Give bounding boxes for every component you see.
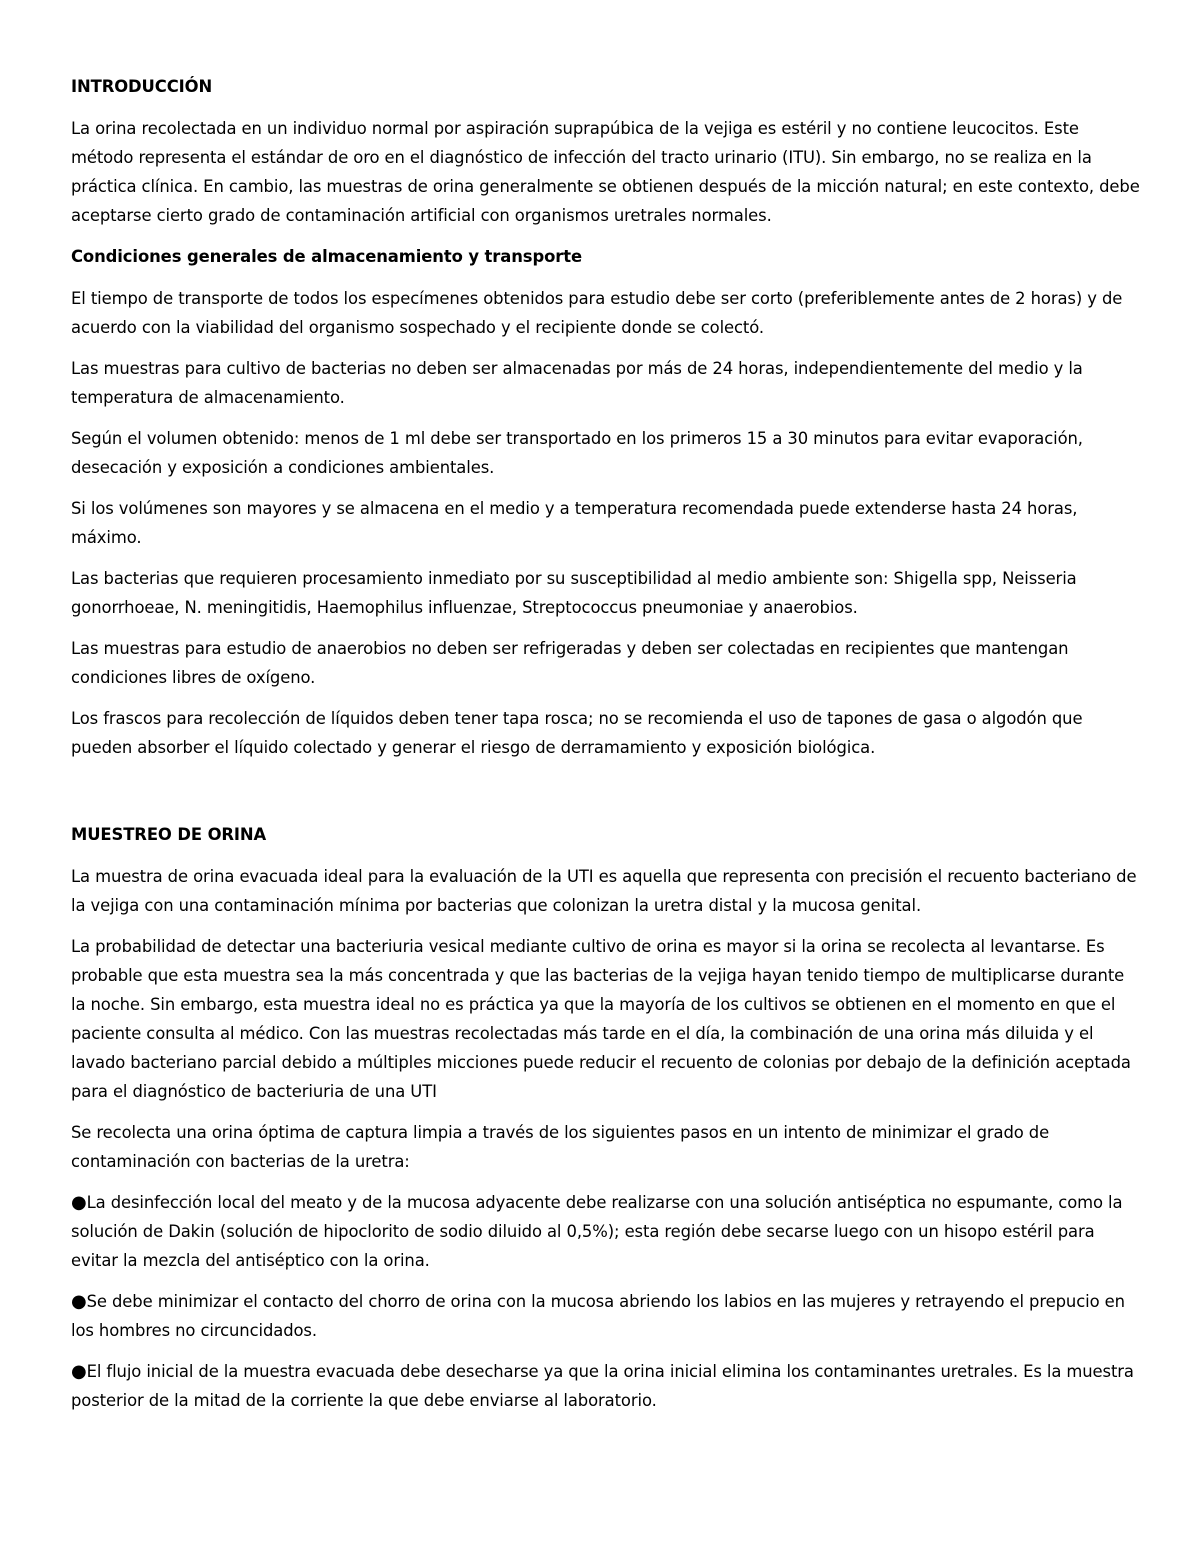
sampling-paragraph-2: La probabilidad de detectar una bacteriuria vesical mediante cultivo de orina es mayor si la orina se recolecta al levantarse. Es probable que esta muestra sea la más concentrada y que las bacterias de la vejiga hayan tenido tiempo de multiplicarse durante la noche. Sin embargo, esta muestra ideal no es práctica ya que la mayoría de los cultivos se obtienen en el momento en que el paciente consulta al médico. Con las muestras recolectadas más tarde en el día, la combinación de una orina más diluida y el lavado bacteriano parcial debido a múltiples micciones puede reducir el recuento de colonias por debajo de la definición aceptada para el diagnóstico de bacteriuria de una UTI (71, 937, 1131, 1101)
document-page (71, 72, 1141, 1427)
storage-paragraph-2: Las muestras para cultivo de bacterias no deben ser almacenadas por más de 24 horas, independientemente del medio y la temperatura de almacenamiento. (71, 359, 1083, 407)
bullet-icon: ● (71, 1192, 87, 1213)
bullet-text: La desinfección local del meato y de la mucosa adyacente debe realizarse con una solución antiséptica no espumante, como la solución de Dakin (solución de hipoclorito de sodio diluido al 0,5%); esta región debe secarse luego con un hisopo estéril para evitar la mezcla del antiséptico con la orina. (71, 1193, 1123, 1270)
storage-paragraph-4: Si los volúmenes son mayores y se almacena en el medio y a temperatura recomendada puede extenderse hasta 24 horas, máximo. (71, 499, 1078, 547)
bullet-item (71, 1188, 1141, 1275)
bullet-icon: ● (71, 1291, 87, 1312)
bullet-item (71, 1357, 1141, 1415)
sampling-heading: MUESTREO DE ORINA (71, 825, 267, 844)
section-spacer (71, 774, 1141, 820)
bullet-text: Se debe minimizar el contacto del chorro de orina con la mucosa abriendo los labios en las mujeres y retrayendo el prepucio en los hombres no circuncidados. (71, 1292, 1125, 1340)
storage-paragraph-7: Los frascos para recolección de líquidos deben tener tapa rosca; no se recomienda el uso de tapones de gasa o algodón que pueden absorber el líquido colectado y generar el riesgo de derramamiento y exposición biológica. (71, 709, 1083, 757)
storage-paragraph-1: El tiempo de transporte de todos los especímenes obtenidos para estudio debe ser corto (preferiblemente antes de 2 horas) y de acuerdo con la viabilidad del organismo sospechado y el recipiente donde se colectó. (71, 289, 1123, 337)
bullet-text: El flujo inicial de la muestra evacuada debe desecharse ya que la orina inicial elimina los contaminantes uretrales. Es la muestra posterior de la mitad de la corriente la que debe enviarse al laboratorio. (71, 1362, 1134, 1410)
storage-paragraph-3: Según el volumen obtenido: menos de 1 ml debe ser transportado en los primeros 15 a 30 minutos para evitar evaporación, desecación y exposición a condiciones ambientales. (71, 429, 1083, 477)
bullet-item (71, 1287, 1141, 1345)
storage-paragraph-5: Las bacterias que requieren procesamiento inmediato por su susceptibilidad al medio ambiente son: Shigella spp, Neisseria gonorrhoeae, N. meningitidis, Haemophilus influenzae, Streptococcus pneumoniae y anaerobios. (71, 569, 1077, 617)
intro-paragraph: La orina recolectada en un individuo normal por aspiración suprapúbica de la vejiga es estéril y no contiene leucocitos. Este método representa el estándar de oro en el diagnóstico de infección del tracto urinario (ITU). Sin embargo, no se realiza en la práctica clínica. En cambio, las muestras de orina generalmente se obtienen después de la micción natural; en este contexto, debe aceptarse cierto grado de contaminación artificial con organismos uretrales normales. (71, 119, 1140, 225)
intro-heading: INTRODUCCIÓN (71, 77, 213, 96)
storage-heading: Condiciones generales de almacenamiento y transporte (71, 247, 582, 266)
bullet-icon: ● (71, 1361, 87, 1382)
sampling-paragraph-1: La muestra de orina evacuada ideal para la evaluación de la UTI es aquella que representa con precisión el recuento bacteriano de la vejiga con una contaminación mínima por bacterias que colonizan la uretra distal y la mucosa genital. (71, 867, 1137, 915)
storage-paragraph-6: Las muestras para estudio de anaerobios no deben ser refrigeradas y deben ser colectadas en recipientes que mantengan condiciones libres de oxígeno. (71, 639, 1069, 687)
sampling-paragraph-3: Se recolecta una orina óptima de captura limpia a través de los siguientes pasos en un intento de minimizar el grado de contaminación con bacterias de la uretra: (71, 1123, 1050, 1171)
